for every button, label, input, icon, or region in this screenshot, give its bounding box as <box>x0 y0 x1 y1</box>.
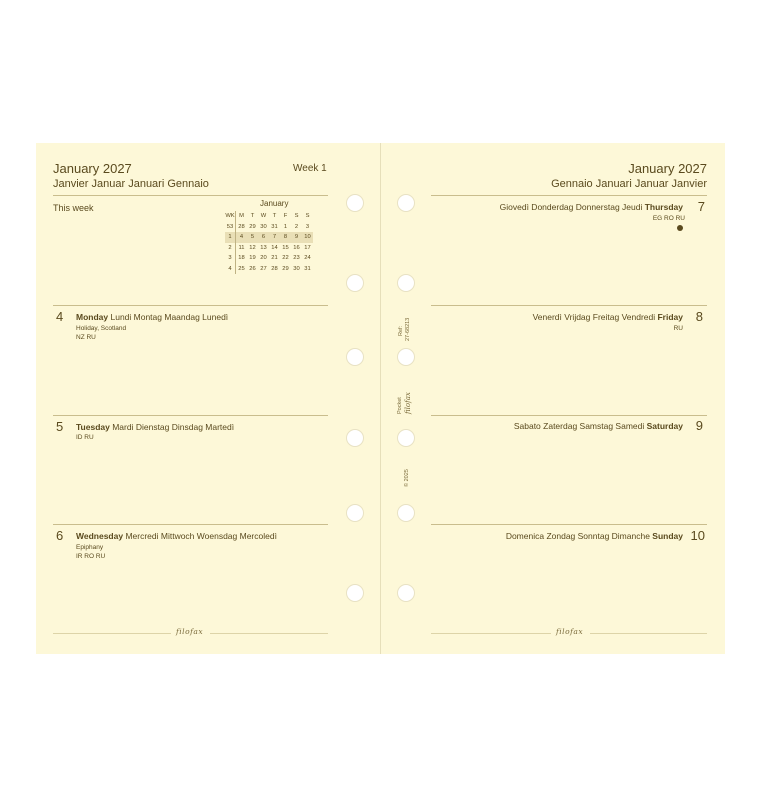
mini-cal-header-cell: M <box>239 213 244 220</box>
mini-cal-cell: 4 <box>225 264 236 275</box>
day-rule <box>431 415 707 416</box>
punch-hole <box>346 584 364 602</box>
mini-cal-cell: 3 <box>305 223 310 230</box>
mini-cal-header-cell: WK <box>225 211 236 222</box>
day-name <box>506 531 683 541</box>
mini-cal-header-cell: F <box>283 213 288 220</box>
spine-ref-code: 27-68213 <box>405 317 411 341</box>
left-page <box>36 143 380 654</box>
mini-cal-cell: 31 <box>304 265 311 272</box>
day-name-bold: Saturday <box>646 421 683 431</box>
mini-cal-cell: 31 <box>271 223 278 230</box>
left-page-title: January 2027 <box>53 161 132 176</box>
mini-cal-cell: 29 <box>282 265 289 272</box>
mini-cal-cell: 6 <box>258 232 269 243</box>
punch-hole <box>397 504 415 522</box>
mini-cal-cell: 11 <box>238 244 245 251</box>
mini-cal-cell: 17 <box>304 244 311 251</box>
mini-cal-cell: 3 <box>225 253 236 264</box>
day-name <box>533 312 683 322</box>
day-note: Epiphany <box>76 544 104 551</box>
day-name-rest: Venerdì Vrijdag Freitag Vendredi <box>532 312 658 322</box>
right-page-title: January 2027 <box>628 161 707 176</box>
punch-hole <box>346 504 364 522</box>
day-name-rest: Mardi Dienstag Dinsdag Martedì <box>109 422 235 432</box>
mini-cal-cell: 1 <box>225 232 236 243</box>
day-name-rest: Domenica Zondag Sonntag Dimanche <box>505 531 653 541</box>
mini-cal-cell: 5 <box>247 232 258 243</box>
day-name <box>500 202 683 212</box>
mini-cal-cell: 21 <box>271 255 278 262</box>
right-page-subtitle: Gennaio Januari Januar Janvier <box>551 178 707 190</box>
day-rule <box>53 305 328 306</box>
mini-cal-cell: 30 <box>260 223 267 230</box>
footer-rule-left <box>53 633 171 634</box>
left-page-subtitle: Janvier Januar Januari Gennaio <box>53 178 209 190</box>
header-rule <box>53 195 328 196</box>
punch-hole <box>346 194 364 212</box>
mini-calendar-row <box>225 222 313 233</box>
mini-calendar-row-current-week <box>225 232 313 243</box>
mini-cal-header-cell: W <box>260 213 267 220</box>
footer-rule-right <box>210 633 328 634</box>
mini-cal-cell: 16 <box>293 244 300 251</box>
spine-brand: filofax <box>404 392 412 414</box>
day-name-bold: Sunday <box>652 531 683 541</box>
mini-cal-cell: 30 <box>293 265 300 272</box>
punch-hole <box>397 429 415 447</box>
mini-cal-header-cell: T <box>272 213 277 220</box>
day-name-rest: Lundi Montag Maandag Lunedì <box>108 312 229 322</box>
day-name-bold: Tuesday <box>76 422 110 432</box>
day-rule <box>431 305 707 306</box>
day-name <box>76 531 277 541</box>
mini-calendar-row <box>225 264 313 275</box>
mini-cal-cell: 4 <box>236 232 248 243</box>
this-week-label: This week <box>53 203 94 213</box>
day-rule <box>53 415 328 416</box>
spine-copyright: © 2025 <box>404 469 410 487</box>
day-number: 9 <box>695 418 703 433</box>
filofax-logo: filofax <box>556 627 584 636</box>
mini-cal-header-cell: S <box>305 213 310 220</box>
mini-cal-cell: 25 <box>238 265 245 272</box>
mini-cal-cell: 12 <box>249 244 256 251</box>
day-name-rest: Mercredi Mittwoch Woensdag Mercoledì <box>123 531 277 541</box>
mini-cal-cell: 18 <box>238 255 245 262</box>
footer-rule-right <box>590 633 707 634</box>
mini-cal-cell: 10 <box>302 232 313 243</box>
day-number: 8 <box>695 309 703 324</box>
day-number: 5 <box>56 419 64 434</box>
mini-cal-cell: 26 <box>249 265 256 272</box>
mini-cal-cell: 13 <box>260 244 267 251</box>
punch-hole <box>346 348 364 366</box>
day-note: IR RO RU <box>76 553 106 560</box>
week-label: Week 1 <box>293 163 327 174</box>
day-note: ID RU <box>76 434 94 441</box>
mini-cal-cell: 28 <box>271 265 278 272</box>
mini-cal-cell: 28 <box>238 223 245 230</box>
punch-hole <box>397 194 415 212</box>
day-name-bold: Monday <box>76 312 109 322</box>
header-rule <box>431 195 707 196</box>
day-rule <box>431 524 707 525</box>
day-number: 6 <box>56 528 64 543</box>
mini-cal-cell: 14 <box>271 244 278 251</box>
mini-cal-cell: 15 <box>282 244 289 251</box>
mini-calendar-row <box>225 243 313 254</box>
mini-cal-cell: 53 <box>225 222 236 233</box>
filofax-logo: filofax <box>176 627 204 636</box>
mini-cal-header-cell: T <box>250 213 255 220</box>
punch-hole <box>397 584 415 602</box>
mini-calendar-month: January <box>260 199 289 208</box>
punch-hole <box>346 274 364 292</box>
punch-hole <box>346 429 364 447</box>
mini-cal-cell: 20 <box>260 255 267 262</box>
day-number: 4 <box>56 309 64 324</box>
mini-cal-cell: 1 <box>283 223 288 230</box>
day-name <box>514 421 683 431</box>
day-note: NZ RU <box>76 334 96 341</box>
right-page <box>381 143 725 654</box>
mini-cal-cell: 8 <box>280 232 291 243</box>
mini-cal-cell: 29 <box>249 223 256 230</box>
day-note: RU <box>673 325 683 332</box>
mini-cal-cell: 24 <box>304 255 311 262</box>
mini-cal-cell: 9 <box>291 232 302 243</box>
day-name-bold: Wednesday <box>76 531 124 541</box>
day-rule <box>53 524 328 525</box>
spine-size: Pocket <box>397 397 403 414</box>
mini-calendar-header <box>225 211 313 222</box>
mini-cal-cell: 22 <box>282 255 289 262</box>
mini-cal-cell: 27 <box>260 265 267 272</box>
footer-rule-left <box>431 633 551 634</box>
moon-phase-icon <box>677 225 683 231</box>
mini-calendar <box>225 211 313 274</box>
day-note: Holiday, Scotland <box>76 325 127 332</box>
spine-ref-label: Ref: <box>398 325 404 336</box>
day-name <box>76 312 228 322</box>
mini-cal-cell: 19 <box>249 255 256 262</box>
day-name <box>76 422 234 432</box>
day-name-bold: Friday <box>657 312 683 322</box>
mini-calendar-row <box>225 253 313 264</box>
mini-cal-header-cell: S <box>294 213 299 220</box>
punch-hole <box>397 348 415 366</box>
mini-cal-cell: 2 <box>294 223 299 230</box>
mini-cal-cell: 7 <box>269 232 280 243</box>
mini-cal-cell: 23 <box>293 255 300 262</box>
day-number: 10 <box>690 528 705 543</box>
mini-cal-cell: 2 <box>225 243 236 254</box>
day-name-rest: Giovedì Donderdag Donnerstag Jeudi <box>499 202 645 212</box>
day-name-bold: Thursday <box>644 202 683 212</box>
day-number: 7 <box>697 199 705 214</box>
day-note: EG RO RU <box>652 215 685 222</box>
punch-hole <box>397 274 415 292</box>
day-name-rest: Sabato Zaterdag Samstag Samedi <box>513 421 647 431</box>
